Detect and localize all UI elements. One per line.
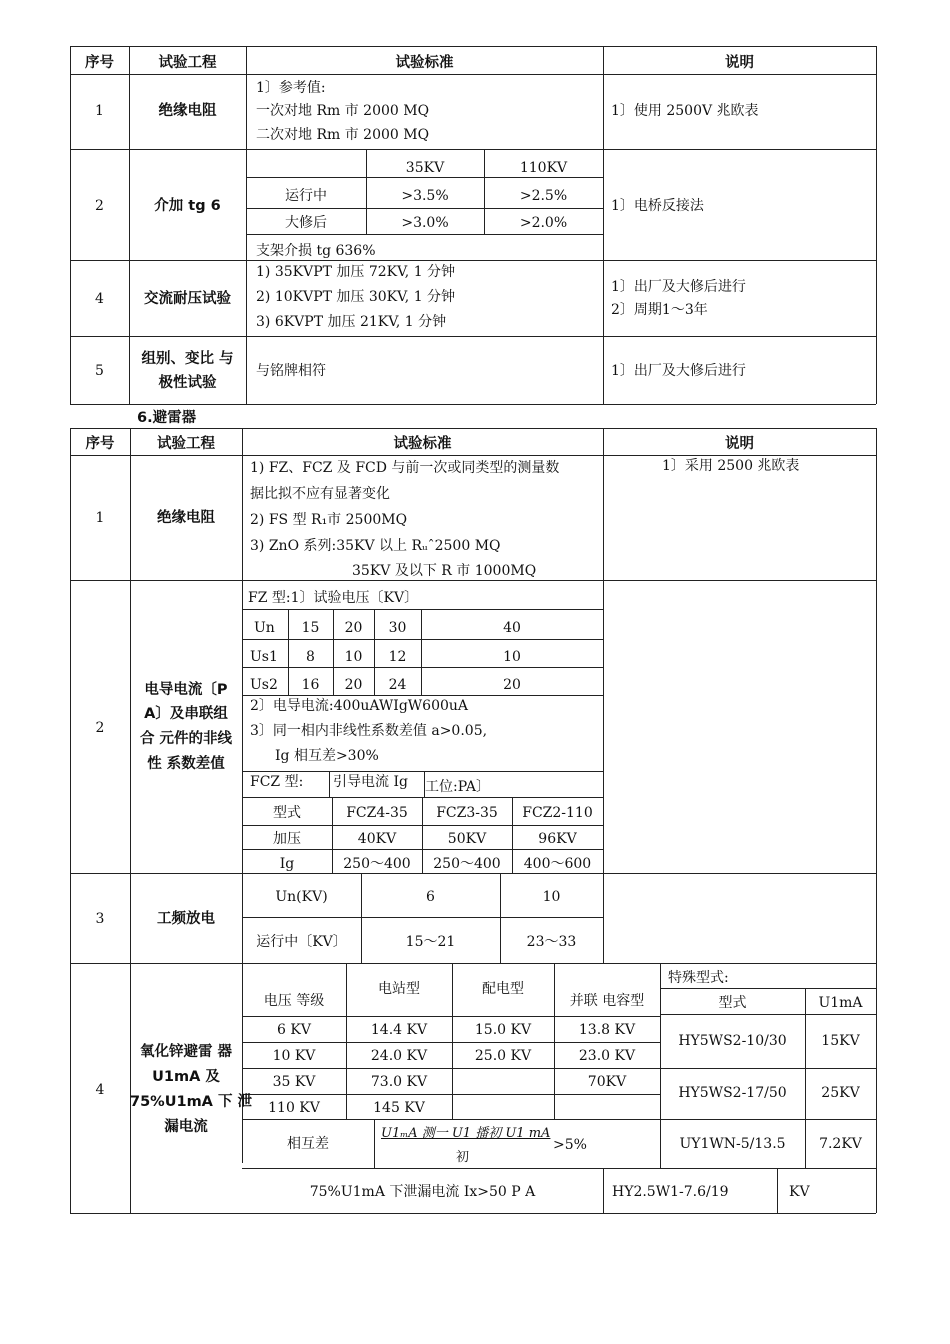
standard-line: 一次对地 Rm 市 2000 MQ	[256, 103, 430, 119]
tg-value: >2.0%	[519, 215, 568, 231]
row-number: 1	[95, 510, 105, 526]
special-u1ma: 7.2KV	[819, 1136, 862, 1152]
standard-line: 35KV 及以下 R 市 1000MQ	[352, 563, 537, 579]
standard-line: 二次对地 Rm 市 2000 MQ	[256, 127, 430, 143]
row-number: 2	[95, 720, 105, 736]
standard-line: 2) 10KVPT 加压 30KV, 1 分钟	[256, 289, 456, 305]
fcz-label: FCZ 型:	[250, 774, 304, 790]
fcz-label: 工位:PA〕	[425, 779, 490, 795]
special-type: HY5WS2-10/30	[678, 1033, 787, 1049]
fz-title: FZ 型:1〕试验电压〔KV〕	[248, 590, 419, 606]
special-u1ma: KV	[789, 1184, 810, 1200]
tg-row-label: 大修后	[285, 215, 327, 231]
test-item: 漏电流	[164, 1119, 208, 1135]
test-item: 氧化锌避雷 器	[139, 1044, 233, 1060]
col-header-item: 试验工程	[158, 55, 217, 71]
fz-cell: 16	[301, 677, 320, 693]
special-u1ma: 15KV	[821, 1033, 860, 1049]
tg-col-header: 35KV	[405, 160, 445, 176]
standard-line: 3〕同一相内非线性系数差值 a>0.05,	[250, 723, 488, 739]
fz-cell: Un	[254, 620, 275, 636]
tg-row-label: 运行中	[285, 188, 327, 204]
zno-cell: 13.8 KV	[578, 1022, 636, 1038]
test-item: U1mA 及	[152, 1069, 220, 1085]
standard-line: 与铭牌相符	[256, 363, 326, 379]
tg-value: >3.5%	[401, 188, 449, 204]
formula-threshold: >5%	[553, 1137, 587, 1153]
zno-cell: 35 KV	[272, 1074, 316, 1090]
test-item: 组别、变比 与	[141, 351, 234, 367]
test-item: 绝缘电阻	[158, 103, 217, 119]
zno-header: 并联 电容型	[569, 993, 645, 1009]
test-item: 性 系数差值	[147, 756, 225, 772]
fz-cell: 40	[503, 620, 521, 636]
test-item: 极性试验	[158, 375, 217, 391]
note: 1〕出厂及大修后进行	[611, 363, 746, 379]
standard-line: 1) 35KVPT 加压 72KV, 1 分钟	[256, 264, 456, 280]
zno-cell: 25.0 KV	[474, 1048, 532, 1064]
note: 1〕采用 2500 兆欧表	[662, 458, 800, 474]
special-type: UY1WN-5/13.5	[679, 1136, 786, 1152]
fcz-cell: 40KV	[357, 831, 397, 847]
freq-cell: 6	[426, 889, 435, 905]
fz-cell: 20	[344, 620, 363, 636]
zno-cell: 73.0 KV	[370, 1074, 428, 1090]
standard-line: 1〕参考值:	[256, 80, 326, 96]
fcz-cell: 50KV	[447, 831, 487, 847]
section-title: 6.避雷器	[137, 410, 197, 426]
special-type: HY2.5W1-7.6/19	[612, 1184, 729, 1200]
fz-cell: 20	[344, 677, 363, 693]
test-item: 电导电流〔P	[144, 682, 228, 698]
test-item: 75%U1mA 下 泄	[130, 1094, 252, 1110]
fcz-cell: 400〜600	[523, 856, 592, 872]
col-header-item: 试验工程	[157, 436, 215, 452]
fz-cell: 30	[388, 620, 407, 636]
zno-cell: 14.4 KV	[370, 1022, 428, 1038]
fcz-label: 引导电流 Ig	[333, 774, 408, 790]
standard-line: 3) 6KVPT 加压 21KV, 1 分钟	[256, 314, 447, 330]
tg-value: >3.0%	[401, 215, 449, 231]
fz-cell: 20	[503, 677, 521, 693]
standard-line: 3) ZnO 系列:35KV 以上 Rᵤˆ2500 MQ	[250, 538, 501, 554]
zno-cell: 24.0 KV	[370, 1048, 428, 1064]
fz-cell: 12	[388, 649, 407, 665]
zno-header: 特殊型式:	[668, 970, 729, 986]
note: 1〕使用 2500V 兆欧表	[611, 103, 759, 119]
freq-cell: 10	[542, 889, 561, 905]
row-number: 3	[95, 911, 105, 927]
zno-header: 配电型	[482, 981, 524, 997]
tg-col-header: 110KV	[519, 160, 568, 176]
col-header-no: 序号	[85, 55, 114, 71]
freq-cell: Un(KV)	[275, 889, 328, 905]
fcz-cell: 250〜400	[343, 856, 411, 872]
zno-cell: 23.0 KV	[578, 1048, 636, 1064]
zno-cell: 6 KV	[277, 1022, 311, 1038]
zno-cell: 10 KV	[272, 1048, 316, 1064]
col-header-standard: 试验标准	[393, 436, 452, 452]
test-item: 介加 tg 6	[154, 198, 221, 214]
mutual-diff-label: 相互差	[287, 1136, 329, 1152]
row-number: 2	[95, 198, 104, 214]
freq-cell: 23〜33	[526, 934, 577, 950]
freq-cell: 15〜21	[405, 934, 456, 950]
formula-denominator: 初	[456, 1150, 470, 1165]
zno-cell: 15.0 KV	[474, 1022, 532, 1038]
col-header-note: 说明	[725, 55, 754, 71]
test-item: 工频放电	[157, 911, 215, 927]
note: 2〕周期1〜3年	[611, 302, 708, 318]
fcz-cell: FCZ3-35	[436, 805, 498, 821]
zno-header: U1mA	[818, 995, 863, 1011]
test-item: A〕及串联组	[144, 706, 228, 722]
fcz-cell: FCZ2-110	[522, 805, 593, 821]
col-header-no: 序号	[85, 436, 115, 452]
freq-cell: 运行中〔KV〕	[256, 934, 347, 950]
standard-line: 2〕电导电流:400uAWIgW600uA	[250, 698, 469, 714]
fcz-cell: FCZ4-35	[346, 805, 408, 821]
test-item: 绝缘电阻	[157, 510, 215, 526]
note: 1〕出厂及大修后进行	[611, 279, 746, 295]
zno-cell: 145 KV	[373, 1100, 425, 1116]
standard-line: 支架介损 tg 636%	[256, 243, 376, 259]
fcz-cell: 96KV	[538, 831, 577, 847]
row-number: 4	[95, 291, 104, 307]
test-item: 交流耐压试验	[144, 291, 231, 307]
note: 1〕电桥反接法	[611, 198, 704, 214]
zno-header: 电站型	[378, 981, 420, 997]
formula-numerator: U1ₘA 测一 U1 播初 U1 mA	[381, 1126, 551, 1141]
standard-line: 1) FZ、FCZ 及 FCD 与前一次或同类型的测量数	[250, 460, 560, 476]
fz-cell: Us2	[250, 677, 278, 693]
fz-cell: 8	[306, 649, 315, 665]
fcz-cell: 型式	[273, 805, 301, 821]
standard-line: 据比拟不应有显著变化	[250, 486, 390, 502]
fz-cell: 24	[388, 677, 407, 693]
fcz-cell: 加压	[273, 831, 301, 847]
fz-cell: 10	[503, 649, 521, 665]
fcz-cell: 250〜400	[433, 856, 501, 872]
row-number: 4	[95, 1082, 105, 1098]
zno-cell: 110 KV	[268, 1100, 320, 1116]
special-type: HY5WS2-17/50	[678, 1085, 787, 1101]
tg-value: >2.5%	[519, 188, 568, 204]
col-header-standard: 试验标准	[395, 55, 454, 71]
row-number: 1	[95, 103, 104, 119]
col-header-note: 说明	[725, 436, 754, 452]
fz-cell: Us1	[250, 649, 278, 665]
special-u1ma: 25KV	[821, 1085, 860, 1101]
zno-header: 型式	[718, 995, 747, 1011]
fcz-cell: Ig	[279, 856, 295, 872]
zno-header: 电压 等级	[263, 993, 325, 1009]
fz-cell: 15	[301, 620, 320, 636]
fz-cell: 10	[344, 649, 363, 665]
standard-line: 2) FS 型 R₁市 2500MQ	[250, 512, 408, 528]
test-item: 合 元件的非线	[139, 731, 233, 747]
row-number: 5	[95, 363, 104, 379]
leakage-current: 75%U1mA 下泄漏电流 Ix>50 P A	[309, 1184, 536, 1200]
zno-cell: 70KV	[587, 1074, 627, 1090]
standard-line: Ig 相互差>30%	[275, 748, 379, 764]
